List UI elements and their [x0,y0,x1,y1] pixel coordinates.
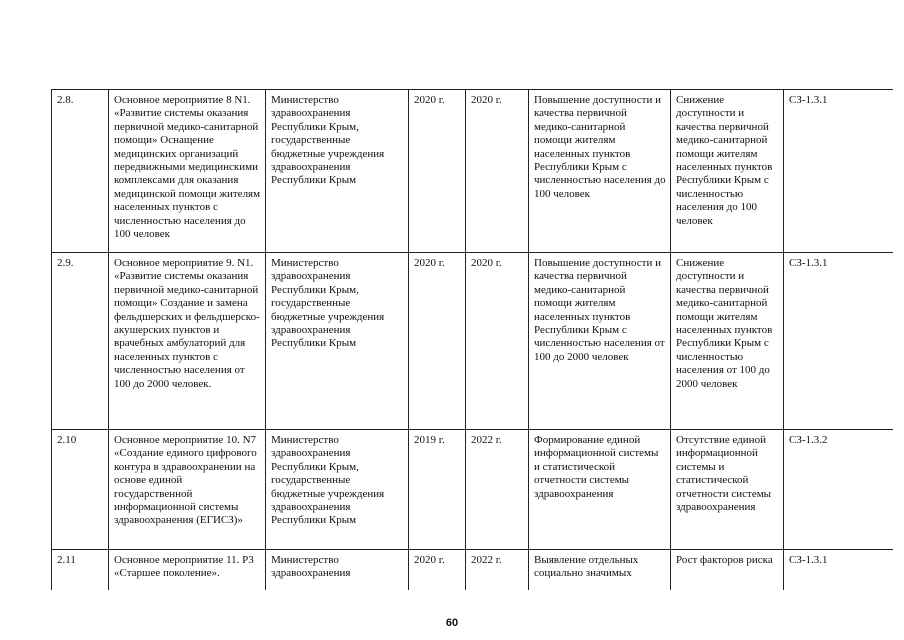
executor-cell: Министерство здравоохранения [266,550,409,590]
start-year-cell: 2020 г. [409,253,466,430]
executor-cell: Министерство здравоохранения Республики Крым, государственные бюджетные учреждения здравоохранения Республики Крым [266,90,409,253]
consequence-cell: Снижение доступности и качества первичной медико-санитарной помощи жителям населенных пунктов Республики Крым с численностью населения до 100 человек [671,90,784,253]
activity-cell: Основное мероприятие 11. Р3 «Старшее поколение». [109,550,266,590]
row-number: 2.10 [52,430,109,550]
start-year-cell: 2019 г. [409,430,466,550]
table-row [52,253,893,430]
executor-cell: Министерство здравоохранения Республики Крым, государственные бюджетные учреждения здравоохранения Республики Крым [266,430,409,550]
indicator-code-cell: СЗ-1.3.1 [784,90,893,253]
expected-result-cell: Формирование единой информационной системы и статистической отчетности системы здравоохранения [529,430,671,550]
row-number: 2.8. [52,90,109,253]
expected-result-cell: Выявление отдельных социально значимых [529,550,671,590]
table-row [52,90,893,253]
row-number: 2.9. [52,253,109,430]
expected-result-cell: Повышение доступности и качества первичной медико-санитарной помощи жителям населенных пунктов Республики Крым с численностью населения до 100 человек [529,90,671,253]
consequence-cell: Отсутствие единой информационной системы и статистической отчетности системы здравоохранения [671,430,784,550]
end-year-cell: 2020 г. [466,253,529,430]
start-year-cell: 2020 г. [409,550,466,590]
end-year-cell: 2022 г. [466,550,529,590]
activity-cell: Основное мероприятие 8 N1. «Развитие системы оказания первичной медико-санитарной помощи» Оснащение медицинских организаций передвижными медицинскими комплексами для оказания медицинской помощи жителям населенных пунктов с численностью населения до 100 человек [109,90,266,253]
activity-cell: Основное мероприятие 10. N7 «Создание единого цифрового контура в здравоохранении на основе единой государственной информационной системы здравоохранения (ЕГИСЗ)» [109,430,266,550]
indicator-code-cell: СЗ-1.3.1 [784,253,893,430]
row-number: 2.11 [52,550,109,590]
activity-cell: Основное мероприятие 9. N1. «Развитие системы оказания первичной медико-санитарной помощи» Создание и замена фельдшерских и фельдшерско-акушерских пунктов и врачебных амбулаторий для населенных пунктов с численностью населения от 100 до 2000 человек. [109,253,266,430]
executor-cell: Министерство здравоохранения Республики Крым, государственные бюджетные учреждения здравоохранения Республики Крым [266,253,409,430]
end-year-cell: 2022 г. [466,430,529,550]
consequence-cell: Рост факторов риска [671,550,784,590]
page-number: 60 [445,617,459,629]
end-year-cell: 2020 г. [466,90,529,253]
table-row [52,550,893,590]
consequence-cell: Снижение доступности и качества первичной медико-санитарной помощи жителям населенных пунктов Республики Крым с численностью населения от 100 до 2000 человек [671,253,784,430]
indicator-code-cell: СЗ-1.3.1 [784,550,893,590]
table-row [52,430,893,550]
activities-table [51,89,893,590]
expected-result-cell: Повышение доступности и качества первичной медико-санитарной помощи жителям населенных пунктов Республики Крым с численностью населения от 100 до 2000 человек [529,253,671,430]
start-year-cell: 2020 г. [409,90,466,253]
indicator-code-cell: СЗ-1.3.2 [784,430,893,550]
